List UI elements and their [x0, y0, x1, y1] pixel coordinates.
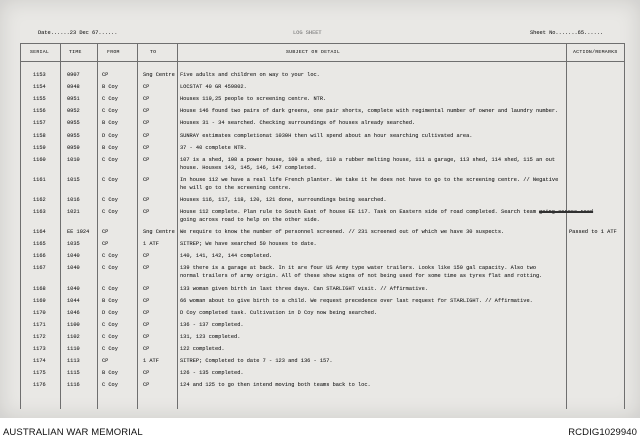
to-cell: CP: [143, 196, 150, 203]
to-cell: CP: [143, 285, 150, 292]
from-cell: D Coy: [102, 132, 118, 139]
log-row: [0, 252, 640, 260]
from-cell: B Coy: [102, 120, 118, 127]
subject-line: [180, 272, 542, 280]
to-cell: CP: [143, 84, 150, 91]
time-cell: 1115: [67, 370, 80, 377]
to-cell: 1 ATF: [143, 241, 159, 248]
log-row: [0, 297, 640, 305]
from-cell: C Coy: [102, 382, 118, 389]
subject-text: going across road to help on the other side.: [180, 217, 320, 223]
subject-text: 140, 141, 142, 144 completed.: [180, 253, 273, 260]
from-cell: CP: [102, 72, 109, 78]
subject-line: [180, 345, 225, 353]
time-cell: 1015: [67, 176, 80, 183]
time-cell: 1100: [67, 321, 80, 328]
subject-line: [180, 119, 415, 127]
log-row: [0, 333, 640, 341]
time-cell: 1044: [67, 297, 80, 304]
subject-text: normal trailers of army origin. All of these show signs of not being used for some time as tyres flat and rotting.: [180, 273, 543, 280]
serial-cell: 1159: [33, 144, 46, 151]
subject-line: [180, 83, 247, 91]
subject-text: 133 woman given birth in last three days. Can STARLIGHT visit. // Affirmative.: [180, 285, 428, 292]
from-cell: C Coy: [102, 96, 118, 103]
to-cell: CP: [143, 321, 150, 328]
from-cell: C Coy: [102, 209, 118, 215]
from-cell: C Coy: [102, 265, 118, 272]
subject-text: SITREP; Completed to date 7 - 123 and 136 - 157.: [180, 358, 333, 365]
subject-text: We require to know the number of personnel screened. // 231 screened out of which we have 30 suspects.: [180, 229, 505, 236]
time-cell: 0948: [67, 84, 80, 91]
subject-text: 37 - 40 complete NTR.: [180, 144, 247, 151]
action-cell: Passed to 1 ATF: [569, 229, 617, 236]
to-cell: CP: [143, 96, 150, 103]
from-cell: C Coy: [102, 333, 118, 340]
sheet-date: Date......23 Dec 67......: [38, 30, 118, 36]
subject-text: 122 completed.: [180, 346, 225, 352]
log-row: [0, 144, 640, 152]
log-row: [0, 71, 640, 79]
subject-text: House 112 complete. Plan rule to South East of house EE 117. Task on Eastern side of road completed. Search team: [180, 209, 537, 215]
subject-line: [180, 184, 291, 192]
serial-cell: 1157: [33, 120, 46, 127]
from-cell: B Coy: [102, 370, 118, 377]
time-cell: 0955: [67, 120, 80, 127]
subject-line: [180, 264, 536, 272]
subject-text: 136 - 137 completed.: [180, 321, 244, 328]
subject-text: In house 112 we have a real life French planter. We take it he does not have to go to the screening centre. // Negative: [180, 176, 559, 183]
from-cell: C Coy: [102, 156, 118, 163]
subject-text: LOCSTAT 40 GR 459802.: [180, 84, 247, 91]
serial-cell: 1175: [33, 370, 46, 377]
subject-line: [180, 369, 244, 377]
log-row: [0, 95, 640, 103]
from-cell: C Coy: [102, 285, 118, 292]
to-cell: CP: [143, 370, 150, 377]
subject-text: Houses 31 - 34 searched. Checking surroundings of houses already searched.: [180, 120, 416, 127]
time-cell: 1110: [67, 346, 80, 352]
log-row: [0, 228, 640, 236]
subject-line: [180, 216, 320, 224]
log-row: [0, 107, 640, 115]
log-row: [0, 309, 640, 317]
to-cell: CP: [143, 333, 150, 340]
to-cell: CP: [143, 176, 150, 183]
to-cell: CP: [143, 309, 150, 316]
time-cell: 1046: [67, 309, 80, 316]
header-bottom-rule: [20, 61, 624, 62]
to-cell: CP: [143, 120, 150, 127]
serial-cell: 1171: [33, 321, 46, 328]
log-row: [0, 345, 640, 353]
subject-text: house. Houses 143, 145, 146, 147 completed.: [180, 164, 317, 171]
log-row: [0, 264, 640, 280]
time-cell: 1010: [67, 156, 80, 163]
time-cell: 1040: [67, 285, 80, 292]
serial-cell: 1161: [33, 176, 46, 183]
serial-cell: 1176: [33, 382, 46, 389]
struck-out-text: going across road: [539, 209, 594, 215]
time-cell: 1116: [67, 382, 80, 389]
serial-cell: 1166: [33, 253, 46, 260]
time-cell: 1021: [67, 209, 80, 215]
to-cell: CP: [143, 382, 150, 389]
serial-cell: 1165: [33, 241, 46, 248]
from-cell: C Coy: [102, 346, 118, 352]
log-row: [0, 196, 640, 204]
serial-cell: 1155: [33, 96, 46, 103]
time-cell: 1102: [67, 333, 80, 340]
column-header-to: TO: [150, 50, 157, 55]
serial-cell: 1162: [33, 196, 46, 203]
subject-text: 126 - 135 completed.: [180, 370, 244, 377]
to-cell: CP: [143, 156, 150, 163]
from-cell: B Coy: [102, 297, 118, 304]
subject-line: [180, 357, 333, 365]
column-header-from: FROM: [107, 50, 120, 55]
footer-source: AUSTRALIAN WAR MEMORIAL: [3, 427, 143, 438]
time-cell: 1113: [67, 358, 80, 365]
subject-line: [180, 252, 272, 260]
log-row: [0, 208, 640, 223]
log-row: [0, 176, 640, 191]
column-header-subject: SUBJECT OR DETAIL: [286, 50, 341, 55]
log-row: [0, 240, 640, 248]
subject-text: SUNRAY estimates completionat 1030H then will spend about an hour searching cultivated area.: [180, 132, 473, 139]
subject-line: [180, 176, 558, 184]
serial-cell: 1160: [33, 156, 46, 163]
subject-line: [180, 228, 504, 236]
to-cell: CP: [143, 265, 150, 272]
from-cell: C Coy: [102, 108, 118, 115]
subject-text: SITREP; We have searched 50 houses to date.: [180, 241, 317, 248]
subject-line: [180, 333, 240, 341]
serial-cell: 1169: [33, 297, 46, 304]
subject-text: Houses 119,25 people to screening centre. NTR.: [180, 96, 327, 103]
to-cell: Sng Centre: [143, 229, 175, 236]
subject-line: [180, 196, 387, 204]
log-row: [0, 83, 640, 91]
from-cell: B Coy: [102, 84, 118, 91]
from-cell: CP: [102, 229, 109, 236]
subject-line: [180, 381, 371, 389]
to-cell: CP: [143, 132, 150, 139]
to-cell: CP: [143, 297, 150, 304]
serial-cell: 1167: [33, 265, 46, 272]
header-top-rule: [20, 43, 624, 44]
to-cell: 1 ATF: [143, 358, 159, 365]
subject-text: 66 woman about to give birth to a child. We request precedence over last request for STARLIGHT. // Affirmative.: [180, 297, 533, 304]
subject-text: he will go to the screening centre.: [180, 184, 292, 191]
time-cell: 0907: [67, 72, 80, 78]
time-cell: 0955: [67, 132, 80, 139]
log-row: [0, 321, 640, 329]
subject-text: 131, 123 completed.: [180, 333, 241, 340]
serial-cell: 1170: [33, 309, 46, 316]
subject-text: 107 is a shed, 108 a power house, 109 a shed, 110 a rubber melting house, 111 a garage, 113 shed, 114 shed, 115 an out: [180, 156, 556, 163]
subject-line: [180, 132, 472, 140]
time-cell: 0952: [67, 108, 80, 115]
serial-cell: 1172: [33, 333, 46, 340]
to-cell: Sng Centre: [143, 72, 175, 78]
serial-cell: 1156: [33, 108, 46, 115]
to-cell: CP: [143, 144, 150, 151]
subject-text: House 146 found two pairs of dark greens, one pair shorts, complete with regimental number of owner and laundry number.: [180, 108, 559, 115]
subject-text: D Coy completed task. Cultivation in D Coy now being searched.: [180, 309, 378, 316]
log-row: [0, 156, 640, 171]
from-cell: C Coy: [102, 176, 118, 183]
time-cell: 0951: [67, 96, 80, 103]
from-cell: B Coy: [102, 144, 118, 151]
time-cell: EE 1024: [67, 229, 90, 236]
serial-cell: 1163: [33, 209, 46, 215]
log-row: [0, 132, 640, 140]
log-row: [0, 369, 640, 377]
log-row: [0, 357, 640, 365]
serial-cell: 1164: [33, 229, 46, 236]
footer-record-id: RCDIG1029940: [568, 427, 637, 438]
column-header-serial: SERIAL: [30, 50, 50, 55]
subject-line: [180, 156, 555, 164]
from-cell: C Coy: [102, 253, 118, 260]
log-row: [0, 285, 640, 293]
sheet-number: Sheet No.......65......: [530, 30, 604, 36]
time-cell: 1040: [67, 265, 80, 272]
to-cell: CP: [143, 209, 150, 215]
subject-line: [180, 71, 320, 79]
time-cell: 1040: [67, 253, 80, 260]
subject-line: [180, 297, 533, 305]
serial-cell: 1154: [33, 84, 46, 91]
serial-cell: 1173: [33, 346, 46, 352]
to-cell: CP: [143, 253, 150, 260]
column-header-time: TIME: [69, 50, 82, 55]
subject-line: [180, 144, 247, 152]
subject-line: [180, 240, 317, 248]
subject-line: [180, 107, 558, 115]
serial-cell: 1168: [33, 285, 46, 292]
from-cell: C Coy: [102, 196, 118, 203]
subject-text: Five adults and children on way to your loc.: [180, 72, 320, 78]
subject-line: [180, 95, 326, 103]
subject-text: 139 there is a garage at back. In it are four US Army type water trailers. Looks like 150 gal capacity. Also two: [180, 265, 537, 272]
log-row: [0, 381, 640, 389]
column-header-action: ACTION/REMARKS: [573, 50, 618, 55]
subject-line: [180, 208, 593, 216]
subject-line: [180, 164, 317, 172]
sheet-title: LOG SHEET: [293, 30, 322, 36]
time-cell: 0959: [67, 144, 80, 151]
log-row: [0, 119, 640, 127]
from-cell: D Coy: [102, 309, 118, 316]
from-cell: CP: [102, 358, 109, 365]
subject-text: 124 and 125 to go then intend moving both teams back to loc.: [180, 382, 371, 389]
subject-text: Houses 116, 117, 118, 120, 121 done, surroundings being searched.: [180, 196, 387, 203]
serial-cell: 1153: [33, 72, 46, 78]
to-cell: CP: [143, 346, 150, 352]
subject-line: [180, 321, 244, 329]
serial-cell: 1158: [33, 132, 46, 139]
time-cell: 1016: [67, 196, 80, 203]
serial-cell: 1174: [33, 358, 46, 365]
time-cell: 1035: [67, 241, 80, 248]
from-cell: C Coy: [102, 321, 118, 328]
subject-line: [180, 309, 377, 317]
subject-line: [180, 285, 428, 293]
from-cell: CP: [102, 241, 109, 248]
to-cell: CP: [143, 108, 150, 115]
